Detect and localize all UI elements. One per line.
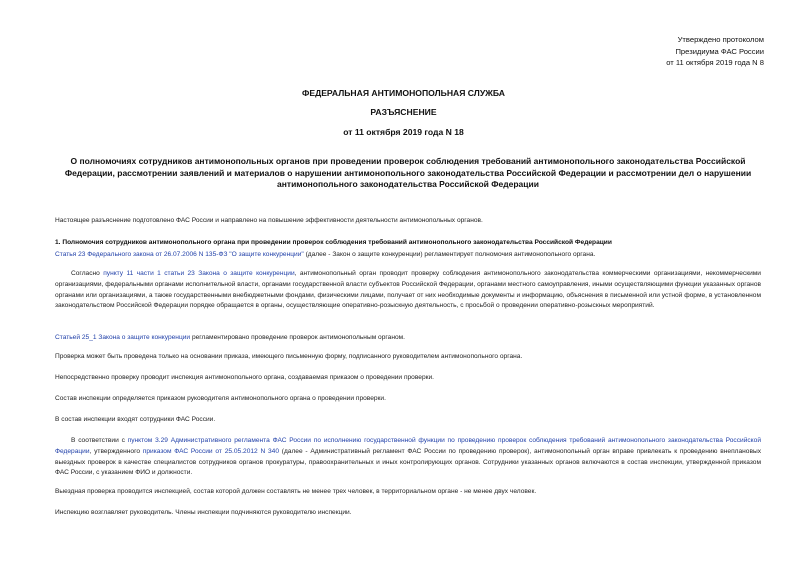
paragraph-inspection-head: Инспекцию возглавляет руководитель. Члены инспекции подчиняются руководителю инспекции. — [55, 509, 352, 516]
paragraph-regulation-mid: , утвержденного — [89, 447, 143, 455]
intro-paragraph: Настоящее разъяснение подготовлено ФАС России и направлено на повышение эффективности деятельности антимонопольных органов. — [55, 217, 483, 224]
paragraph-article-25-1 — [55, 333, 761, 344]
paragraph-inspection-members: В состав инспекции входят сотрудники ФАС России. — [55, 416, 216, 423]
link-fas-order-340[interactable]: приказом ФАС России от 25.05.2012 N 340 — [142, 447, 279, 455]
document-title: О полномочиях сотрудников антимонопольных органов при проведении проверок соблюдения требований антимонопольного законодательства Российской Федерации, рассмотрении заявлений и материалов о нарушении антимонопольного законодательства Российской Федерации и рассмотрении дел о нарушении антимонопольного законодательства Российской Федерации — [64, 156, 752, 190]
paragraph-regulation-3-29 — [55, 436, 761, 479]
approval-line-2: Президиума ФАС России — [675, 46, 764, 56]
paragraph-order-basis: Проверка может быть проведена только на основании приказа, имеющего письменную форму, подписанного руководителем антимонопольного органа. — [55, 353, 523, 360]
paragraph-regulation-lead: В соответствии с — [71, 437, 128, 444]
paragraph-article-25-1-text: регламентировано проведение проверок антимонопольным органом. — [190, 334, 405, 341]
document-type: РАЗЪЯСНЕНИЕ — [370, 107, 437, 117]
paragraph-clause-11 — [55, 269, 761, 312]
paragraph-article-23 — [55, 250, 761, 261]
paragraph-onsite-inspection: Выездная проверка проводится инспекцией, состав которой должен составлять не менее трех человек, в территориальном органе - не менее двух человек. — [55, 488, 537, 495]
link-regulation-clause-3-29[interactable]: пунктом 3.29 Административного регламента ФАС России по исполнению государственной функции по проведению проверок соблюдения требований антимонопольного законодательства Российской Федерации — [55, 437, 761, 455]
approval-note — [666, 34, 764, 69]
paragraph-clause-11-text: , антимонопольный орган проводит проверку соблюдения антимонопольного законодательства коммерческими организациями, некоммерческими организациями, федеральными органами исполнительной власти, органами государственной власти субъектов Российской Федерации, органами местного самоуправления, иными осуществляющими функции указанных органов органами или организациями, а также государственными внебюджетными фондами, физическими лицами, получает от них необходимые документы и информацию, объяснения в письменной или устной форме, в установленном законодательством Российской Федерации порядке обращается в органы, осуществляющие оперативно-розыскную деятельность, с просьбой о проведении оперативно-розыскных мероприятий. — [55, 270, 761, 310]
paragraph-clause-11-lead: Согласно — [71, 270, 104, 277]
link-article-23-law[interactable]: Статья 23 Федерального закона от 26.07.2006 N 135-ФЗ "О защите конкуренции" — [55, 251, 304, 258]
approval-line-1: Утверждено протоколом — [677, 35, 764, 44]
link-article-25-1[interactable]: Статьей 25_1 Закона о защите конкуренции — [55, 334, 191, 341]
document-date-number: от 11 октября 2019 года N 18 — [343, 127, 464, 137]
paragraph-inspection-composition: Состав инспекции определяется приказом руководителя антимонопольного органа о проведении проверки. — [55, 395, 386, 402]
paragraph-inspection: Непосредственно проверку проводит инспекция антимонопольного органа, создаваемая приказом о проведении проверки. — [55, 374, 435, 381]
agency-name: ФЕДЕРАЛЬНАЯ АНТИМОНОПОЛЬНАЯ СЛУЖБА — [302, 88, 505, 98]
paragraph-article-23-text: (далее - Закон о защите конкуренции) регламентирует полномочия антимонопольного органа. — [303, 251, 596, 258]
paragraph-regulation-text: (далее - Административный регламент ФАС России по проведению проверок), антимонопольный орган вправе привлекать к проведению внеплановых выездных проверок в качестве специалистов сотрудников органов прокуратуры, правоохранительных и иных контролирующих органов. Сотрудники указанных органов включаются в состав инспекции, утвержденной приказом ФАС России, с указанием ФИО и должности. — [55, 447, 761, 477]
section-1-heading: 1. Полномочия сотрудников антимонопольного органа при проведении проверок соблюдения требований антимонопольного законодательства Российской Федерации — [55, 239, 612, 246]
approval-line-3: от 11 октября 2019 года N 8 — [666, 58, 764, 67]
link-clause-11-article-23[interactable]: пункту 11 части 1 статьи 23 Закона о защите конкуренции — [103, 270, 295, 277]
